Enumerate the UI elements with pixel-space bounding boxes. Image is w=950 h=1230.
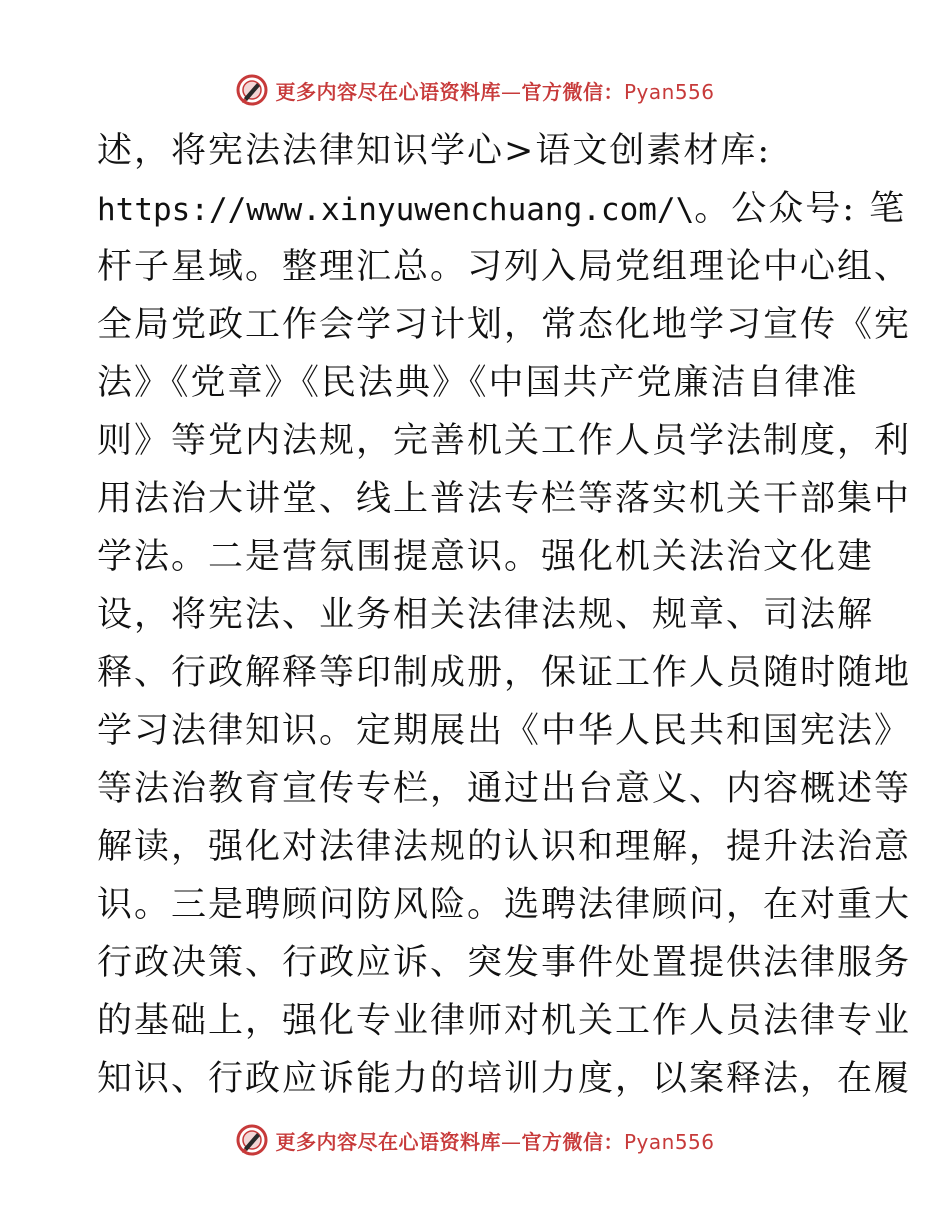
text-line-url <box>97 180 907 238</box>
text-line: 识。三是聘顾问防风险。选聘法律顾问，在对重大 <box>97 885 912 925</box>
text-line: 用法治大讲堂、线上普法专栏等落实机关干部集中 <box>97 479 912 519</box>
text-line: 杆子星域。整理汇总。习列入局党组理论中心组、 <box>97 247 912 287</box>
text-line: 设，将宪法、业务相关法律法规、规章、司法解 <box>97 595 875 635</box>
text-line: 等法治教育宣传专栏，通过出台意义、内容概述等 <box>97 769 912 809</box>
text-line: 学习法律知识。定期展出《中华人民共和国宪法》 <box>97 711 912 751</box>
watermark-site-name: 更多内容尽在心语资料库 <box>275 79 501 104</box>
watermark-wechat-account: Pyan556 <box>623 1129 715 1154</box>
text-line: 行政决策、行政应诉、突发事件处置提供法律服务 <box>97 943 912 983</box>
document-body <box>97 122 912 1108</box>
text-line: 知识、行政应诉能力的培训力度，以案释法，在履 <box>97 1059 912 1099</box>
watermark-wechat-label: 官方微信： <box>521 79 624 104</box>
watermark-wechat-label: 官方微信： <box>521 1129 624 1154</box>
text-line: 全局党政工作会学习计划，常态化地学习宣传《宪 <box>97 305 912 345</box>
header-watermark-text <box>275 76 714 105</box>
text-line: 则》等党内法规，完善机关工作人员学法制度，利 <box>97 421 912 461</box>
text-line: 述，将宪法法律知识学心>语文创素材库: <box>97 131 772 171</box>
text-line: 学法。二是营氛围提意识。强化机关法治文化建 <box>97 537 875 577</box>
pen-logo-icon <box>235 1123 269 1157</box>
text-line: 解读，强化对法律法规的认识和理解，提升法治意 <box>97 827 912 867</box>
header-watermark-banner <box>0 70 950 110</box>
text-line: 的基础上，强化专业律师对机关工作人员法律专业 <box>97 1001 912 1041</box>
text-line: 释、行政解释等印制成册，保证工作人员随时随地 <box>97 653 912 693</box>
footer-watermark-banner <box>0 1120 950 1160</box>
url-text: https://www.xinyuwenchuang.com/\ <box>97 192 695 228</box>
url-line-rest: 。公众号: 笔 <box>694 189 907 229</box>
text-line: 法》《党章》《民法典》《中国共产党廉洁自律准 <box>97 363 859 403</box>
footer-watermark-text <box>275 1126 714 1155</box>
pen-logo-icon <box>235 73 269 107</box>
watermark-dash: — <box>500 79 522 104</box>
watermark-dash: — <box>500 1129 522 1154</box>
watermark-site-name: 更多内容尽在心语资料库 <box>275 1129 501 1154</box>
watermark-wechat-account: Pyan556 <box>623 79 715 104</box>
